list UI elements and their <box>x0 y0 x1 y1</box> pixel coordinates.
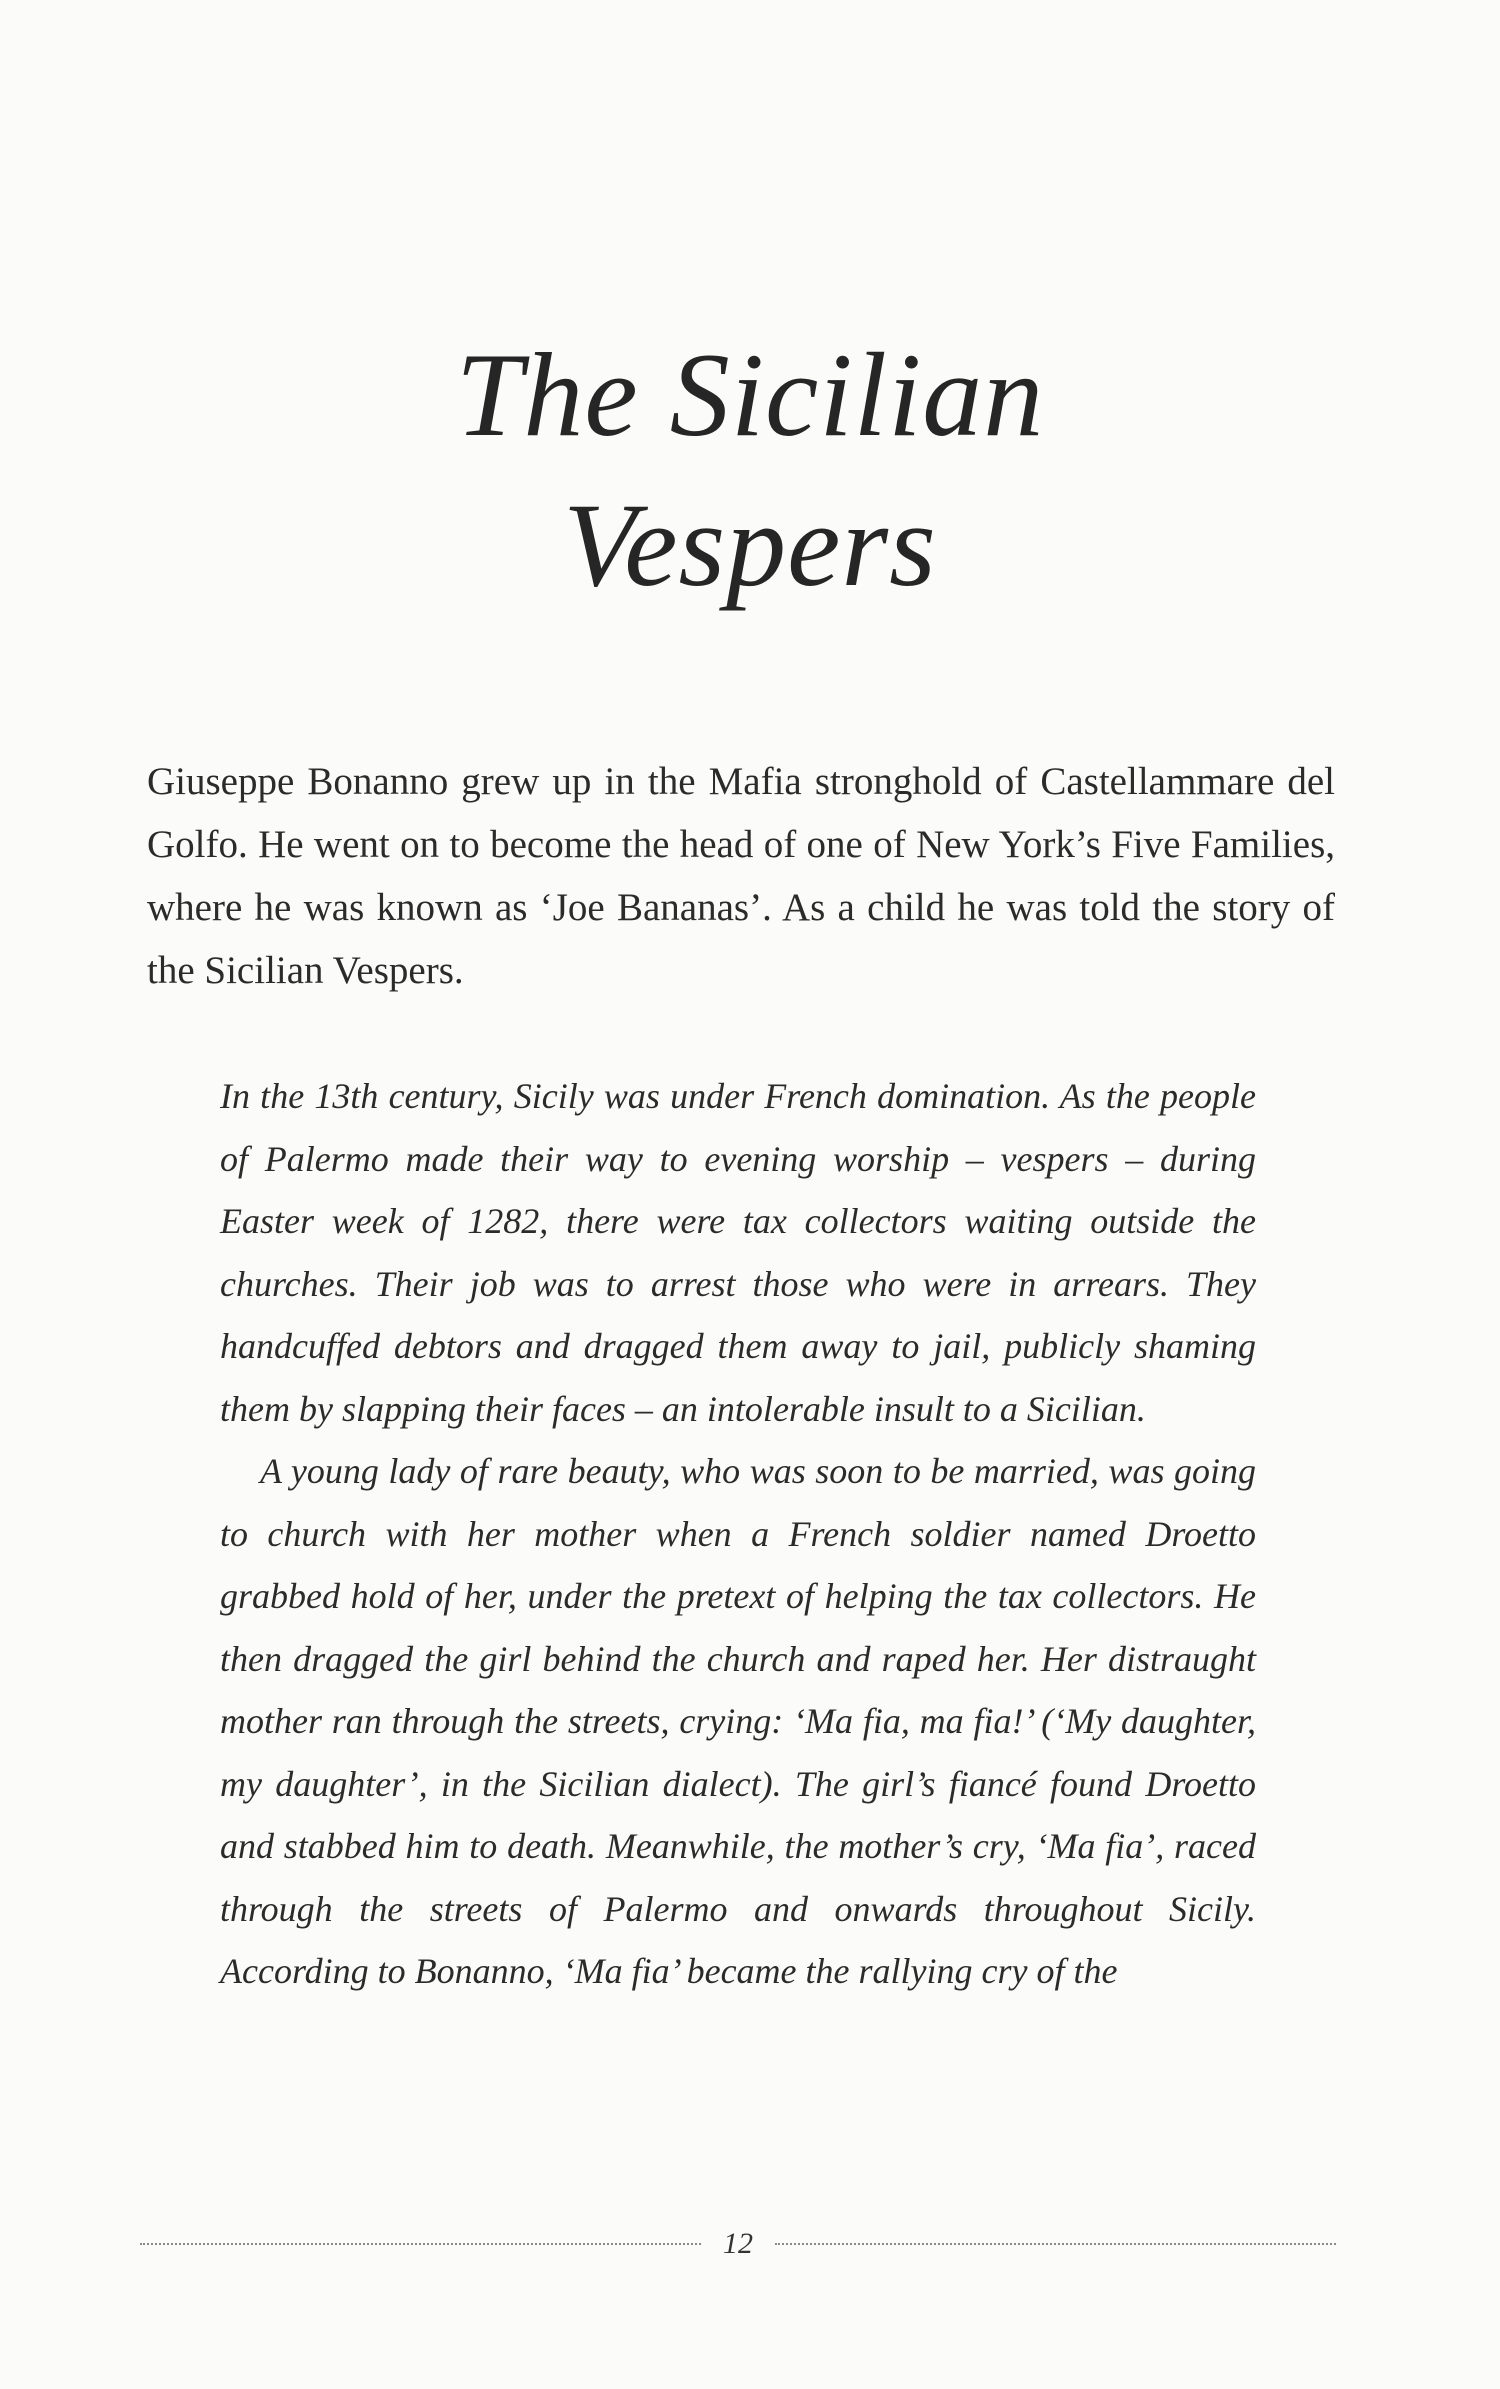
page-number: 12 <box>723 2227 753 2260</box>
footer-rule-right <box>775 2243 1336 2245</box>
chapter-title <box>0 320 1500 620</box>
chapter-title-line-1: The Sicilian <box>455 328 1045 461</box>
intro-paragraph: Giuseppe Bonanno grew up in the Mafia stronghold of Castellammare del Golfo. He went on to become the head of one of New York’s Five Families, where he was known as ‘Joe Bananas’. As a child he was told the story of the Sicilian Vespers. <box>147 760 1335 992</box>
page-footer <box>140 2224 1336 2264</box>
chapter-title-line-2: Vespers <box>563 478 937 611</box>
story-paragraph-2: A young lady of rare beauty, who was soon to be married, was going to church with her mother when a French soldier named Droetto grabbed hold of her, under the pretext of helping the tax collectors. He then dragged the girl behind the church and raped her. Her distraught mother ran through the streets, crying: ‘Ma fia, ma fia!’ (‘My daughter, my daughter’, in the Sicilian dialect). The girl’s fiancé found Droetto and stabbed him to death. Meanwhile, the mother’s cry, ‘Ma fia’, raced through the streets of Palermo and onwards throughout Sicily. According to Bonanno, ‘Ma fia’ became the rallying cry of the <box>220 1451 1256 1991</box>
footer-rule-left <box>140 2243 701 2245</box>
story-paragraph-1: In the 13th century, Sicily was under French domination. As the people of Palermo made their way to evening worship – vespers – during Easter week of 1282, there were tax collectors waiting outside the churches. Their job was to arrest those who were in arrears. They handcuffed debtors and dragged them away to jail, publicly shaming them by slapping their faces – an intolerable insult to a Sicilian. <box>220 1076 1256 1429</box>
story-excerpt <box>220 1065 1256 2003</box>
